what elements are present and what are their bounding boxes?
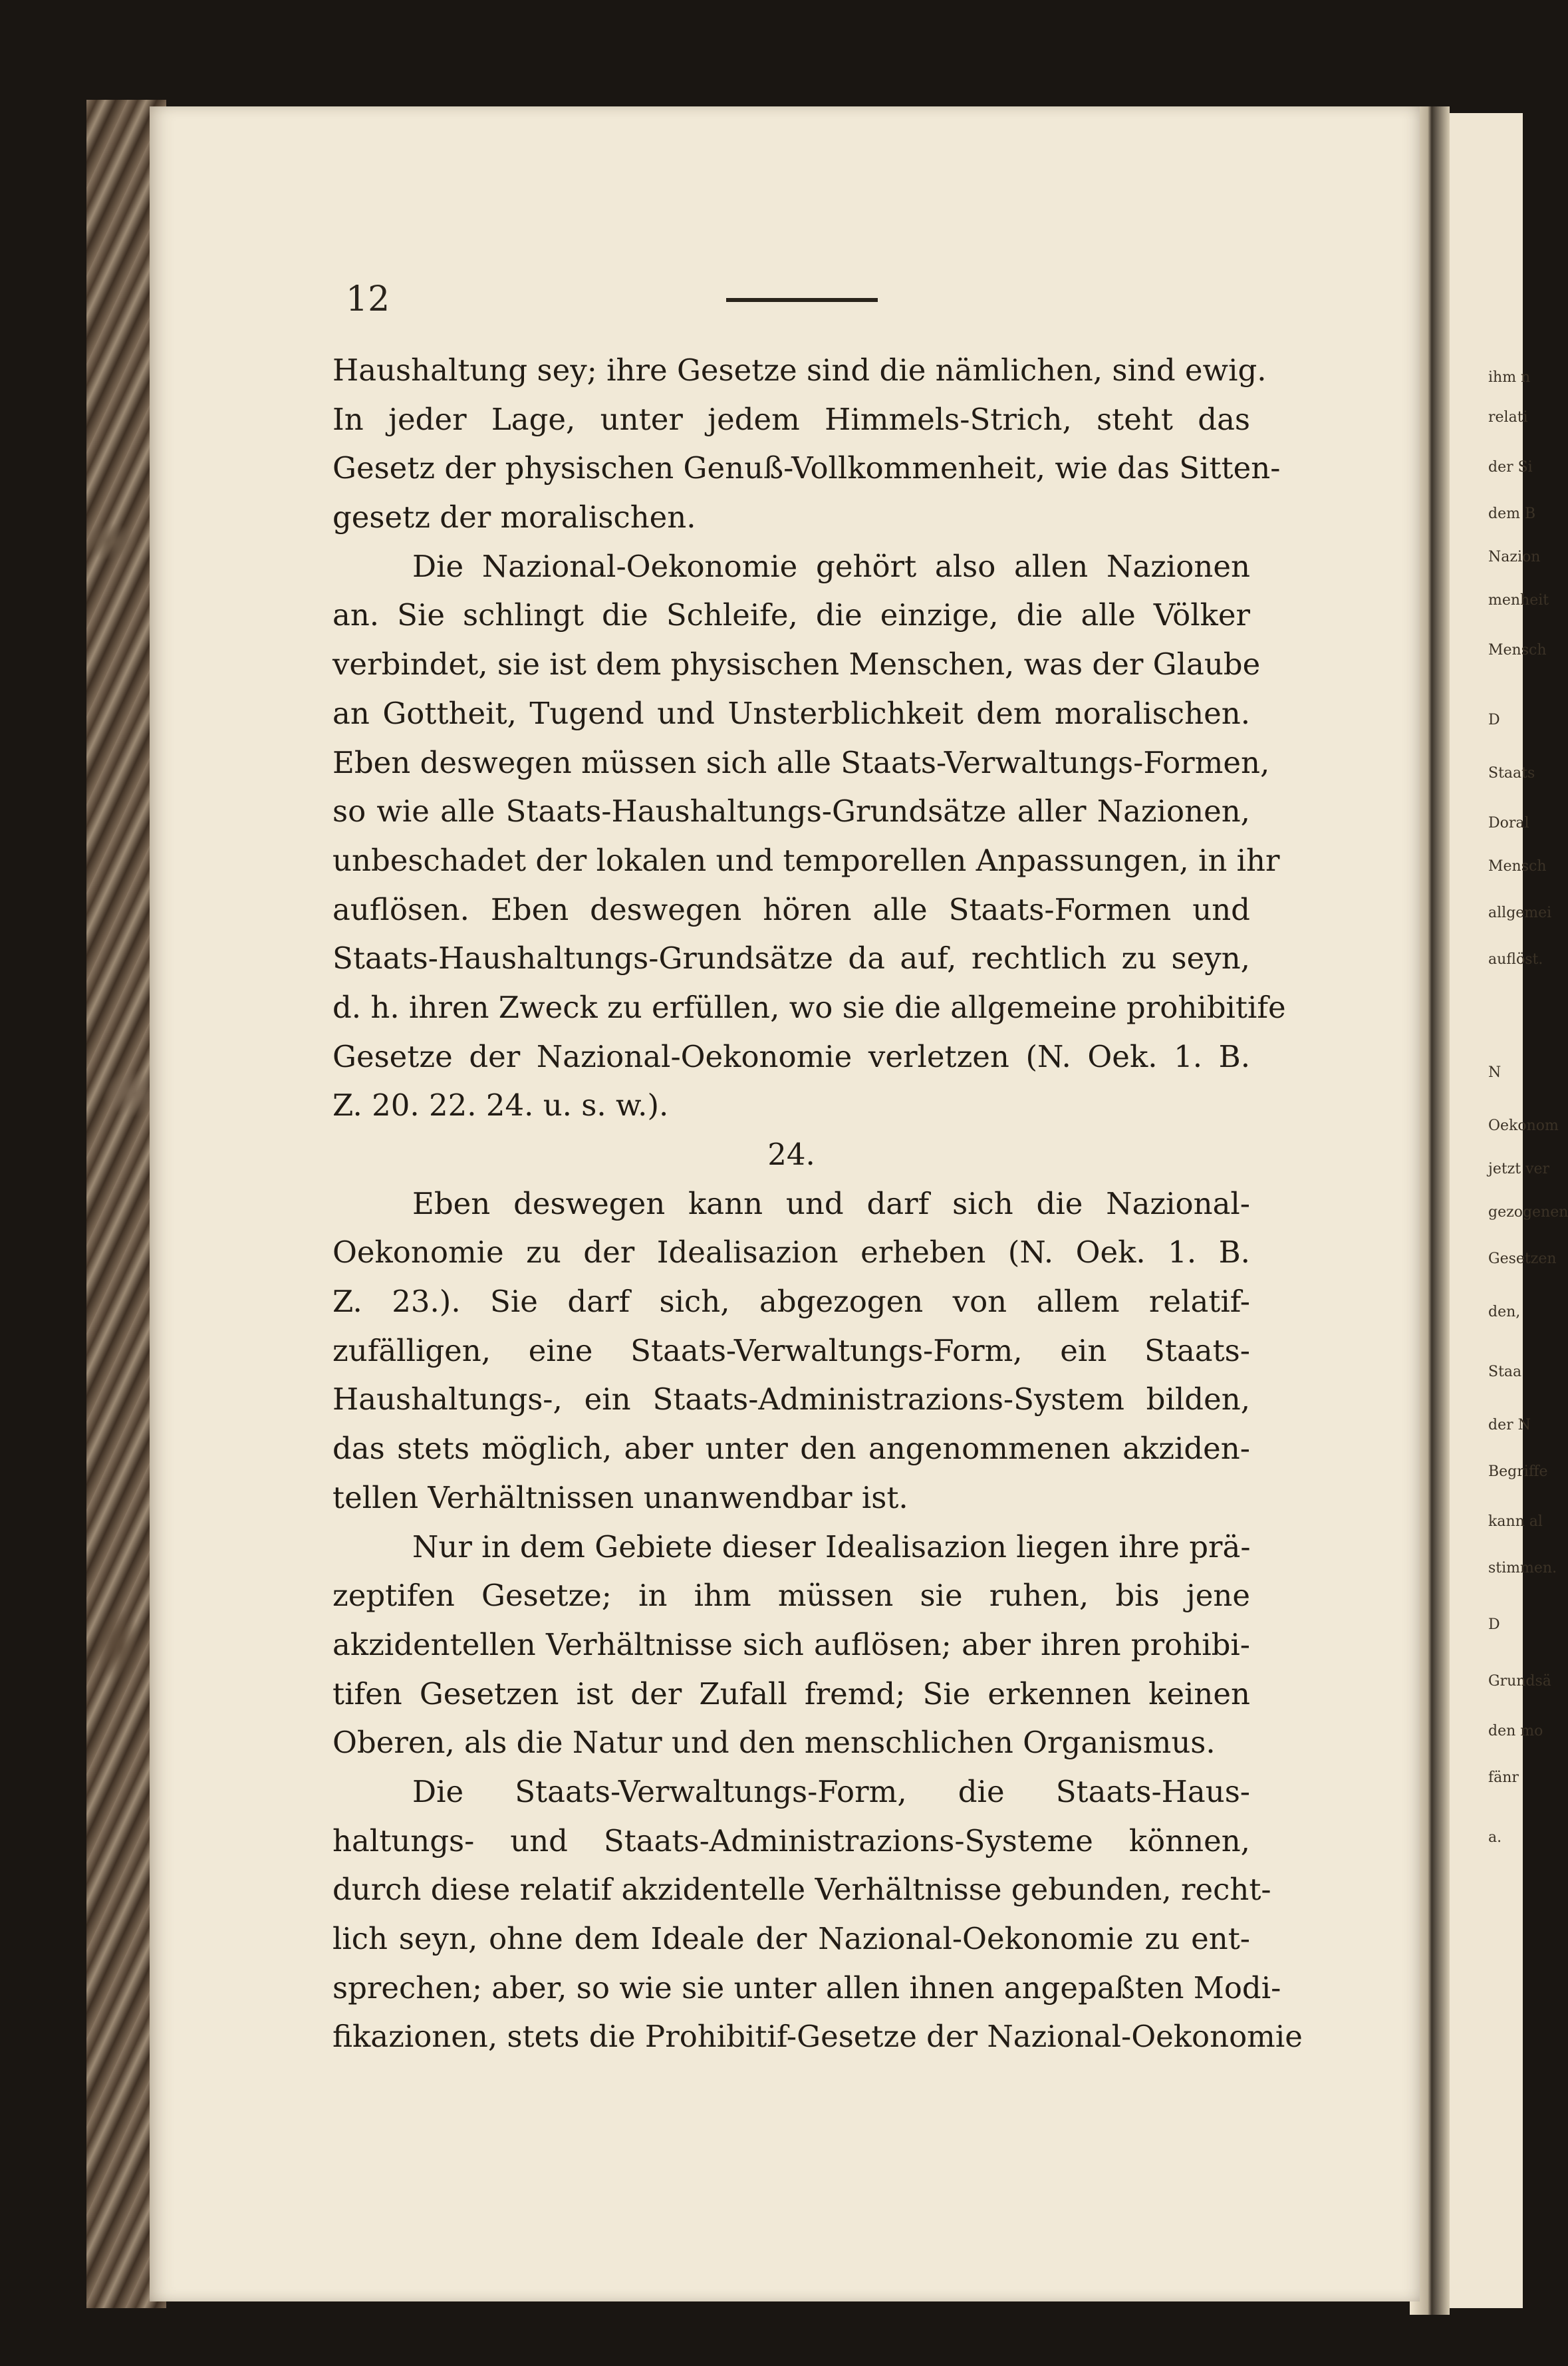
text-line: Oekonomie zu der Idealisazion erheben (N. Oek. 1. B. <box>332 1235 1250 1270</box>
header-rule <box>726 298 878 302</box>
facing-page-fragment: fänr <box>1488 1769 1519 1786</box>
facing-page-fragment: Gesetzen <box>1488 1251 1557 1267</box>
facing-page-fragment: jetzt ver <box>1488 1161 1550 1177</box>
facing-page-fragment: den, <box>1488 1304 1521 1320</box>
facing-page-fragment: Nazion <box>1488 549 1541 565</box>
text-line: fikazionen, stets die Prohibitif-Gesetze der Nazional-Oekonomie <box>332 2019 1303 2055</box>
text-line: haltungs- und Staats-Administrazions-Systeme können, <box>332 1823 1250 1858</box>
text-line: 24. <box>767 1137 815 1172</box>
text-line: tellen Verhältnissen unanwendbar ist. <box>332 1479 908 1515</box>
facing-page-fragment: der N <box>1488 1417 1531 1433</box>
text-line: zeptifen Gesetze; in ihm müssen sie ruhen, bis jene <box>332 1578 1250 1614</box>
facing-page-fragment: der Si <box>1488 459 1533 476</box>
facing-page-fragment: menheit <box>1488 592 1549 609</box>
facing-page-fragment: relati <box>1488 409 1528 426</box>
text-line: In jeder Lage, unter jedem Himmels-Strich, steht das <box>332 401 1250 437</box>
facing-page-fragment: kann al <box>1488 1513 1543 1530</box>
text-line: Staats-Haushaltungs-Grundsätze da auf, rechtlich zu seyn, <box>332 941 1250 976</box>
facing-page-fragment: den mo <box>1488 1723 1543 1739</box>
text-line: Haushaltungs-, ein Staats-Administrazions-System bilden, <box>332 1382 1250 1417</box>
text-line: Nur in dem Gebiete dieser Idealisazion liegen ihre prä- <box>412 1529 1251 1564</box>
facing-page-fragment: Mensch <box>1488 642 1547 659</box>
facing-page-fragment: D <box>1488 1616 1500 1633</box>
page-number: 12 <box>346 279 390 319</box>
facing-page-fragment: dem B <box>1488 506 1536 522</box>
text-line: das stets möglich, aber unter den angenommenen akziden- <box>332 1431 1250 1467</box>
text-line: verbindet, sie ist dem physischen Menschen, was der Glaube <box>332 647 1261 682</box>
text-line: tifen Gesetzen ist der Zufall fremd; Sie erkennen keinen <box>332 1676 1250 1711</box>
facing-page-fragment: Staa <box>1488 1364 1522 1380</box>
text-line: Haushaltung sey; ihre Gesetze sind die nämlichen, sind ewig. <box>332 353 1267 388</box>
text-line: gesetz der moralischen. <box>332 500 696 535</box>
text-line: Z. 23.). Sie darf sich, abgezogen von allem relatif- <box>332 1284 1250 1320</box>
text-line: akzidentellen Verhältnisse sich auflösen; aber ihren prohibi- <box>332 1626 1250 1662</box>
text-line: Die Staats-Verwaltungs-Form, die Staats-Haus- <box>412 1773 1250 1809</box>
facing-page-fragment: Staats <box>1488 765 1535 782</box>
facing-page-fragment: a. <box>1488 1829 1502 1846</box>
text-line: unbeschadet der lokalen und temporellen Anpassungen, in ihr <box>332 842 1280 878</box>
facing-page-fragment: D <box>1488 712 1500 728</box>
facing-page-fragment: N <box>1488 1064 1502 1081</box>
text-line: zufälligen, eine Staats-Verwaltungs-Form, ein Staats- <box>332 1332 1250 1368</box>
text-line: lich seyn, ohne dem Ideale der Nazional-Oekonomie zu ent- <box>332 1921 1250 1956</box>
facing-page-fragment: ihm n <box>1488 369 1531 386</box>
text-line: Die Nazional-Oekonomie gehört also allen Nazionen <box>412 548 1250 584</box>
facing-page-fragment: Oekonom <box>1488 1117 1559 1134</box>
facing-page-fragment: Mensch <box>1488 858 1547 875</box>
text-line: Oberen, als die Natur und den menschlichen Organismus. <box>332 1725 1216 1761</box>
text-line: d. h. ihren Zweck zu erfüllen, wo sie die allgemeine prohibitife <box>332 989 1286 1025</box>
page-body-text <box>332 346 1303 2061</box>
text-line: Eben deswegen müssen sich alle Staats-Verwaltungs-Formen, <box>332 744 1270 780</box>
facing-page-fragment: Doral <box>1488 815 1529 831</box>
text-line: auflösen. Eben deswegen hören alle Staats-Formen und <box>332 891 1250 927</box>
text-line: an Gottheit, Tugend und Unsterblichkeit dem moralischen. <box>332 695 1250 731</box>
text-line: durch diese relatif akzidentelle Verhältnisse gebunden, recht- <box>332 1872 1271 1908</box>
text-line: Eben deswegen kann und darf sich die Nazional- <box>412 1185 1250 1221</box>
facing-page-fragment: stimmen. <box>1488 1560 1557 1576</box>
text-line: Gesetze der Nazional-Oekonomie verletzen (N. Oek. 1. B. <box>332 1038 1250 1074</box>
facing-page-fragment: allgemei <box>1488 905 1552 921</box>
facing-page-fragment: gezogenen <box>1488 1204 1568 1221</box>
facing-page-fragment: Begriffe <box>1488 1463 1548 1480</box>
text-line: so wie alle Staats-Haushaltungs-Grundsätze aller Nazionen, <box>332 794 1250 829</box>
facing-page-fragment: auflöst. <box>1488 951 1543 968</box>
text-line: Z. 20. 22. 24. u. s. w.). <box>332 1088 669 1123</box>
text-line: sprechen; aber, so wie sie unter allen ihnen angepaßten Modi- <box>332 1970 1281 2005</box>
text-line: Gesetz der physischen Genuß-Vollkommenheit, wie das Sitten- <box>332 450 1281 486</box>
text-line: an. Sie schlingt die Schleife, die einzige, die alle Völker <box>332 597 1250 633</box>
facing-page-fragment: Grundsä <box>1488 1673 1551 1690</box>
